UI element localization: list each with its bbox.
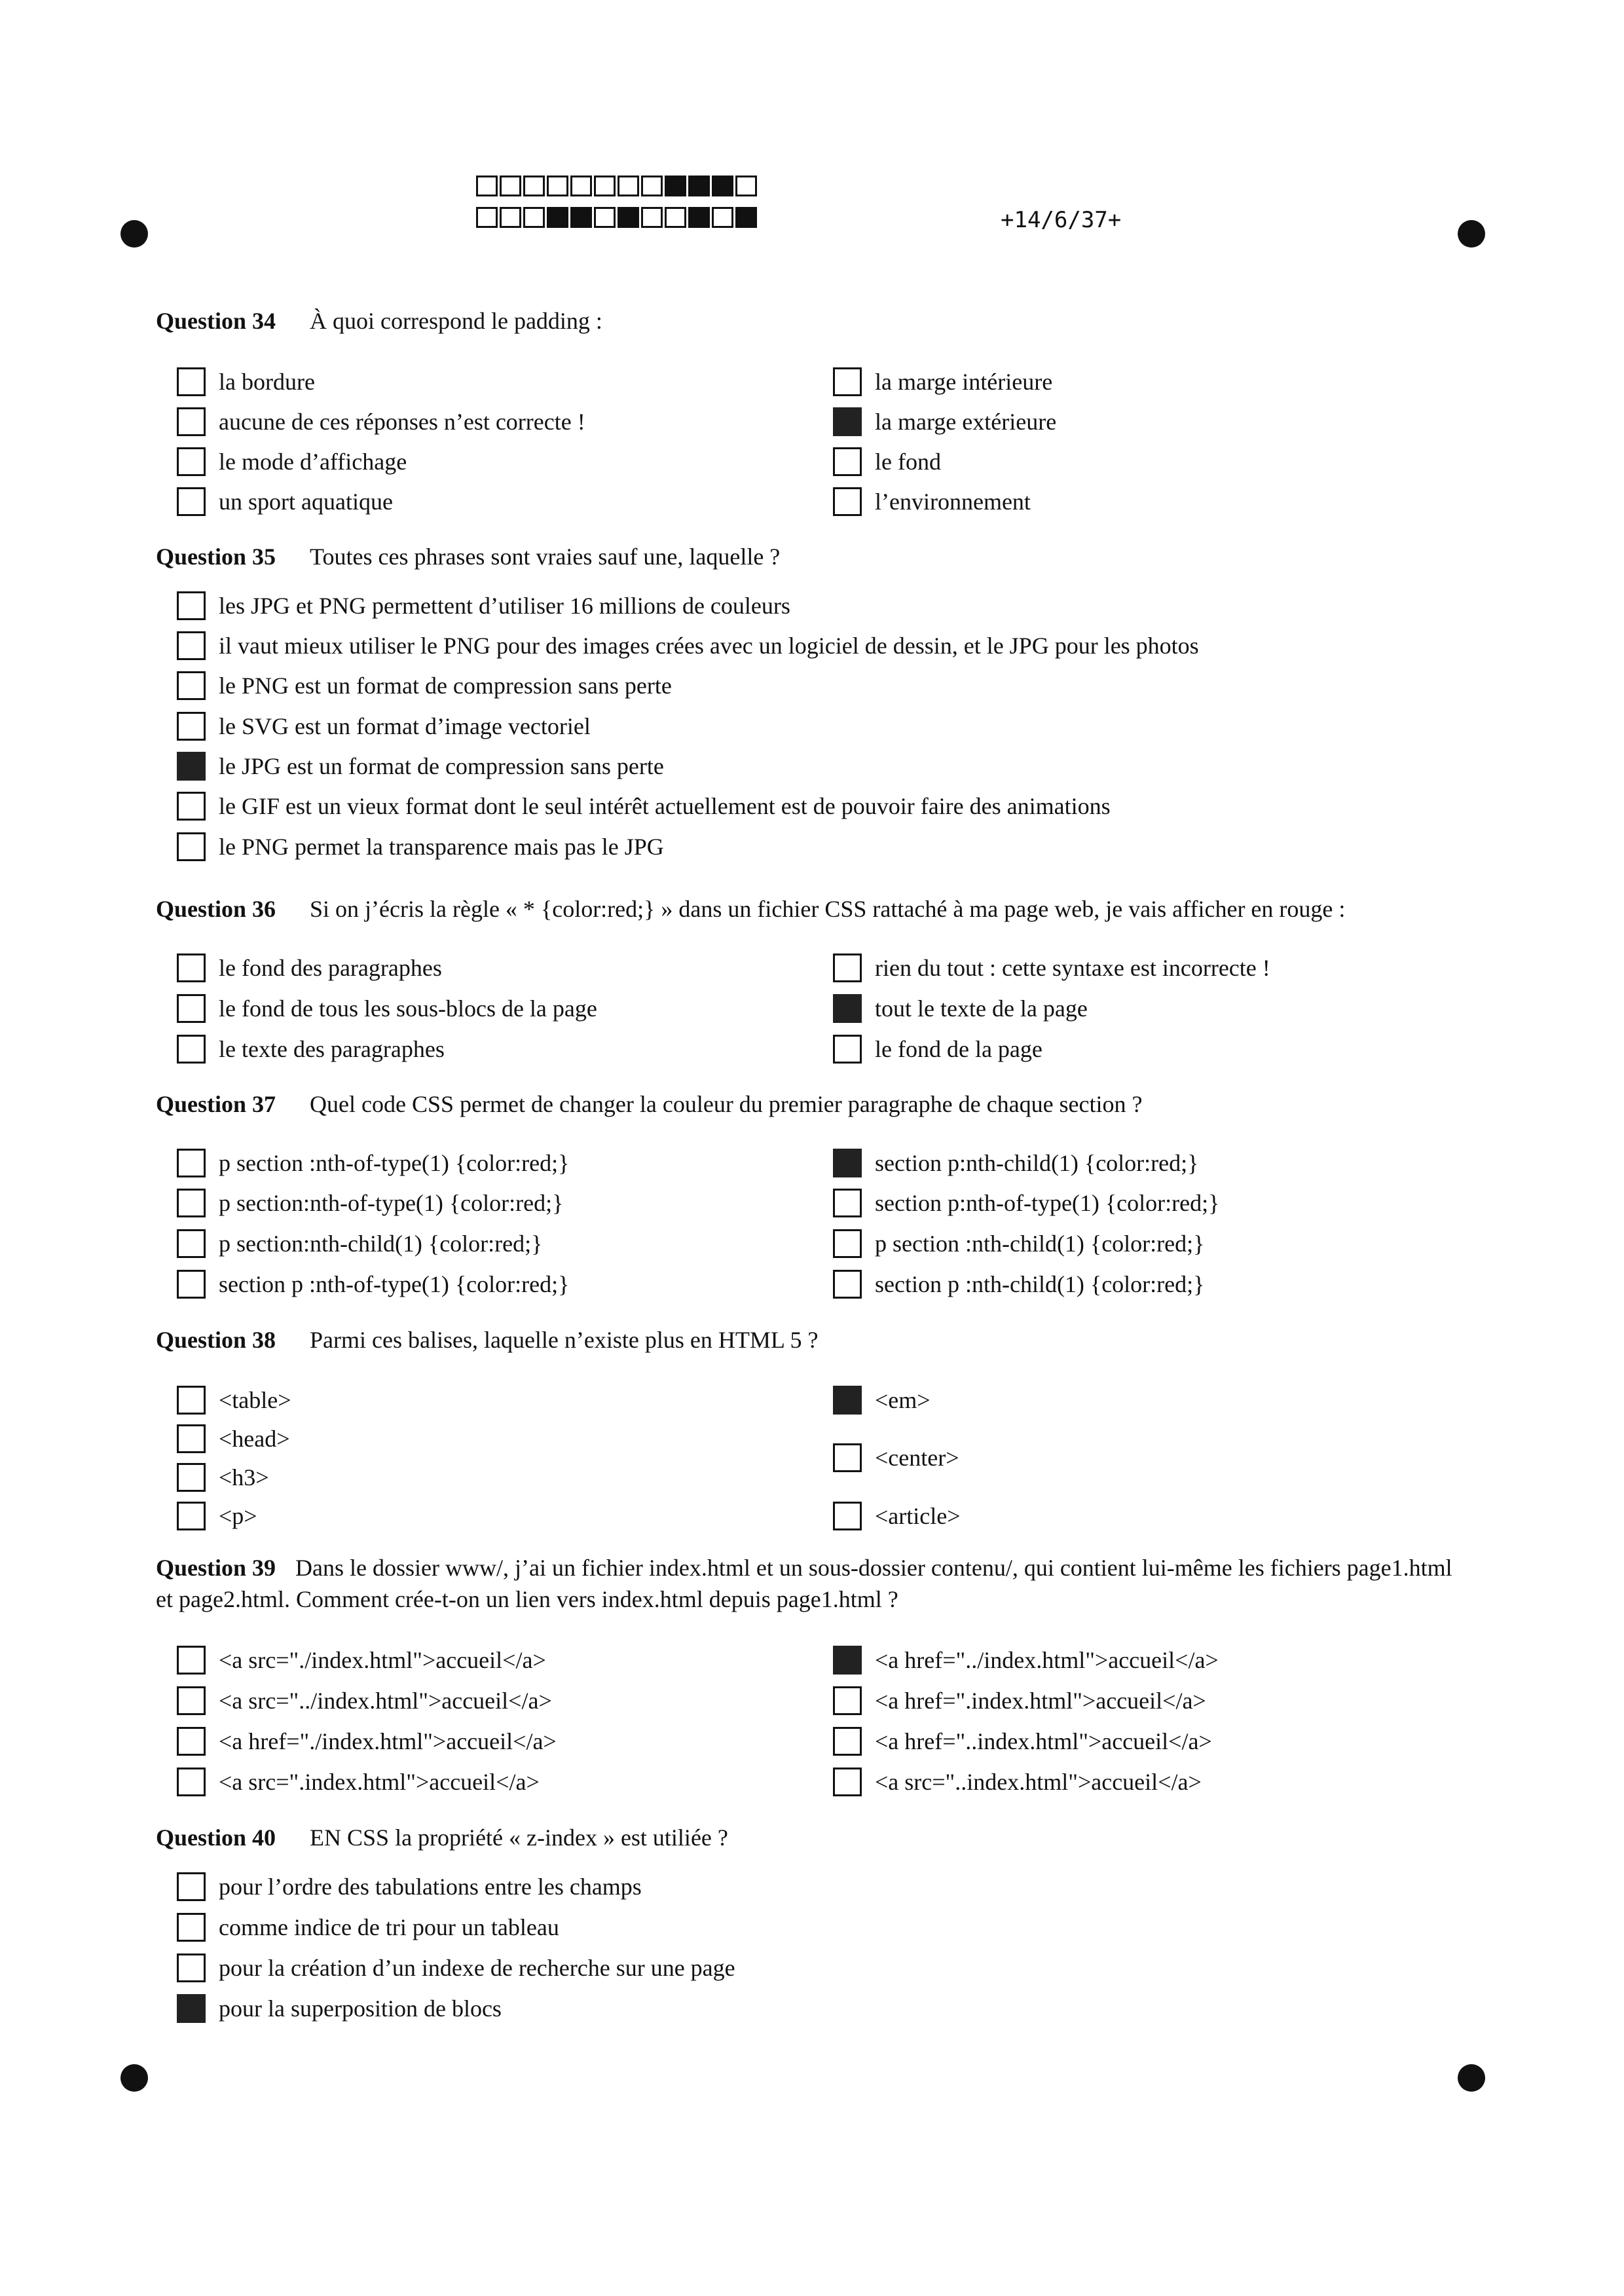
code-cell bbox=[688, 207, 710, 228]
answer-label: pour la superposition de blocs bbox=[219, 1995, 502, 2022]
answer-option[interactable] bbox=[833, 1441, 959, 1474]
answer-label: la bordure bbox=[219, 369, 315, 395]
question-35-heading bbox=[156, 541, 780, 572]
answer-option[interactable] bbox=[177, 710, 591, 743]
answer-option[interactable] bbox=[177, 1187, 563, 1219]
code-cell bbox=[735, 207, 757, 228]
code-cell bbox=[618, 176, 639, 196]
question-number: Question 37 bbox=[156, 1091, 276, 1117]
answer-label: section p:nth-of-type(1) {color:red;} bbox=[875, 1190, 1220, 1216]
answer-option[interactable] bbox=[833, 1644, 1219, 1676]
answer-checkbox[interactable] bbox=[177, 1953, 206, 1982]
answer-checkbox[interactable] bbox=[177, 1872, 206, 1901]
answer-label: il vaut mieux utiliser le PNG pour des images crées avec un logiciel de dessin, et le JPG pour les photos bbox=[219, 633, 1199, 659]
answer-checkbox[interactable] bbox=[177, 487, 206, 516]
answer-label: section p:nth-child(1) {color:red;} bbox=[875, 1150, 1199, 1176]
answer-label: comme indice de tri pour un tableau bbox=[219, 1914, 559, 1940]
answer-label: <center> bbox=[875, 1445, 959, 1471]
question-number: Question 34 bbox=[156, 308, 276, 334]
answer-checkbox[interactable] bbox=[177, 367, 206, 396]
answer-checkbox[interactable] bbox=[177, 1768, 206, 1796]
code-cell bbox=[641, 207, 663, 228]
answer-option[interactable] bbox=[833, 1187, 1219, 1219]
code-cell bbox=[594, 176, 616, 196]
page-code-row-2 bbox=[476, 207, 759, 228]
code-cell bbox=[500, 207, 521, 228]
answer-checkbox[interactable] bbox=[833, 1502, 862, 1530]
answer-label: p section:nth-child(1) {color:red;} bbox=[219, 1231, 543, 1257]
answer-option[interactable] bbox=[177, 1147, 569, 1179]
answer-label: le SVG est un format d’image vectoriel bbox=[219, 713, 591, 739]
answer-option[interactable] bbox=[833, 365, 1052, 398]
code-cell bbox=[688, 176, 710, 196]
answer-option[interactable] bbox=[833, 1500, 961, 1532]
answer-checkbox[interactable] bbox=[177, 1502, 206, 1530]
answer-option[interactable] bbox=[177, 1461, 269, 1494]
answer-label: la marge extérieure bbox=[875, 409, 1057, 435]
answer-checkbox[interactable] bbox=[177, 1686, 206, 1715]
answer-label: p section :nth-of-type(1) {color:red;} bbox=[219, 1150, 570, 1176]
answer-option[interactable] bbox=[177, 1384, 291, 1416]
answer-option[interactable] bbox=[177, 992, 597, 1025]
answer-option[interactable] bbox=[833, 1268, 1204, 1301]
answer-option[interactable] bbox=[177, 629, 1199, 662]
answer-label: pour l’ordre des tabulations entre les champs bbox=[219, 1874, 642, 1900]
question-text: Dans le dossier www/, j’ai un fichier index.html et un sous-dossier contenu/, qui contient lui-même les fichiers page1.html et page2.html. Comment crée-t-on un lien vers index.html depuis page1.html ? bbox=[156, 1555, 1452, 1612]
code-cell bbox=[618, 207, 639, 228]
answer-option[interactable] bbox=[177, 830, 664, 863]
code-cell bbox=[712, 207, 733, 228]
answer-checkbox[interactable] bbox=[833, 954, 862, 982]
question-40-heading bbox=[156, 1822, 728, 1853]
answer-option[interactable] bbox=[177, 1766, 540, 1798]
answer-option[interactable] bbox=[177, 1952, 735, 1984]
answer-option[interactable] bbox=[177, 1033, 445, 1065]
answer-checkbox[interactable] bbox=[833, 1386, 862, 1415]
answer-checkbox[interactable] bbox=[177, 1270, 206, 1299]
answer-label: <a href="..index.html">accueil</a> bbox=[875, 1728, 1212, 1754]
answer-checkbox[interactable] bbox=[177, 1646, 206, 1675]
answer-option[interactable] bbox=[177, 589, 790, 622]
answer-checkbox[interactable] bbox=[177, 994, 206, 1023]
answer-checkbox[interactable] bbox=[177, 1994, 206, 2023]
answer-label: <a href=".index.html">accueil</a> bbox=[875, 1688, 1206, 1714]
answer-label: <a href="../index.html">accueil</a> bbox=[875, 1647, 1219, 1673]
answer-label: section p :nth-of-type(1) {color:red;} bbox=[219, 1271, 570, 1297]
answer-label: le fond des paragraphes bbox=[219, 955, 442, 981]
answer-label: p section :nth-child(1) {color:red;} bbox=[875, 1231, 1205, 1257]
answer-label: <a href="./index.html">accueil</a> bbox=[219, 1728, 557, 1754]
question-number: Question 36 bbox=[156, 896, 276, 922]
code-cell bbox=[665, 176, 686, 196]
answer-checkbox[interactable] bbox=[177, 832, 206, 861]
answer-label: pour la création d’un indexe de recherche sur une page bbox=[219, 1955, 735, 1981]
code-cell bbox=[570, 207, 592, 228]
answer-option[interactable] bbox=[177, 669, 672, 702]
answer-checkbox[interactable] bbox=[833, 1646, 862, 1675]
answer-option[interactable] bbox=[833, 1684, 1206, 1717]
answer-checkbox[interactable] bbox=[177, 447, 206, 476]
answer-option[interactable] bbox=[177, 445, 407, 478]
answer-option[interactable] bbox=[177, 1422, 290, 1455]
answer-label: aucune de ces réponses n’est correcte ! bbox=[219, 409, 585, 435]
answer-checkbox[interactable] bbox=[833, 1149, 862, 1177]
question-number: Question 38 bbox=[156, 1327, 276, 1353]
answer-checkbox[interactable] bbox=[177, 1386, 206, 1415]
answer-checkbox[interactable] bbox=[177, 954, 206, 982]
answer-checkbox[interactable] bbox=[177, 712, 206, 741]
question-37-heading bbox=[156, 1088, 1143, 1120]
answer-option[interactable] bbox=[177, 1870, 642, 1903]
code-cell bbox=[523, 176, 545, 196]
answer-label: les JPG et PNG permettent d’utiliser 16 millions de couleurs bbox=[219, 593, 790, 619]
question-text: EN CSS la propriété « z-index » est utiliée ? bbox=[310, 1824, 728, 1851]
code-cell bbox=[735, 176, 757, 196]
code-cell bbox=[523, 207, 545, 228]
answer-checkbox[interactable] bbox=[177, 1189, 206, 1217]
answer-label: <p> bbox=[219, 1503, 257, 1529]
answer-option[interactable] bbox=[177, 1911, 559, 1944]
answer-label: tout le texte de la page bbox=[875, 995, 1088, 1022]
question-number: Question 35 bbox=[156, 544, 276, 570]
answer-label: le PNG est un format de compression sans perte bbox=[219, 673, 672, 699]
answer-checkbox[interactable] bbox=[833, 1686, 862, 1715]
answer-option[interactable] bbox=[833, 1766, 1202, 1798]
code-cell bbox=[641, 176, 663, 196]
registration-mark-bottom-right bbox=[1458, 2064, 1485, 2092]
answer-checkbox[interactable] bbox=[177, 631, 206, 660]
answer-label: <a src="./index.html">accueil</a> bbox=[219, 1647, 546, 1673]
answer-option[interactable] bbox=[177, 485, 393, 518]
answer-label: le PNG permet la transparence mais pas le JPG bbox=[219, 834, 664, 860]
answer-label: <h3> bbox=[219, 1464, 269, 1491]
question-34-heading bbox=[156, 305, 602, 337]
answer-option[interactable] bbox=[833, 992, 1088, 1025]
answer-label: le fond de la page bbox=[875, 1036, 1043, 1062]
registration-mark-top-left bbox=[120, 220, 148, 248]
answer-label: <table> bbox=[219, 1387, 291, 1413]
answer-label: section p :nth-child(1) {color:red;} bbox=[875, 1271, 1205, 1297]
answer-label: la marge intérieure bbox=[875, 369, 1053, 395]
answer-checkbox[interactable] bbox=[833, 994, 862, 1023]
answer-label: un sport aquatique bbox=[219, 489, 393, 515]
answer-label: <a src=".index.html">accueil</a> bbox=[219, 1769, 540, 1795]
answer-checkbox[interactable] bbox=[833, 1035, 862, 1064]
answer-option[interactable] bbox=[177, 365, 315, 398]
code-cell bbox=[665, 207, 686, 228]
page-id: +14/6/37+ bbox=[1001, 207, 1122, 233]
code-cell bbox=[500, 176, 521, 196]
answer-checkbox[interactable] bbox=[177, 1424, 206, 1453]
question-39-heading bbox=[156, 1552, 1466, 1615]
answer-checkbox[interactable] bbox=[833, 1443, 862, 1472]
answer-option[interactable] bbox=[177, 952, 442, 984]
answer-checkbox[interactable] bbox=[177, 1913, 206, 1942]
answer-checkbox[interactable] bbox=[177, 591, 206, 620]
answer-label: le JPG est un format de compression sans perte bbox=[219, 753, 664, 779]
answer-option[interactable] bbox=[833, 1384, 931, 1416]
answer-checkbox[interactable] bbox=[177, 752, 206, 781]
answer-option[interactable] bbox=[177, 1992, 502, 2025]
code-cell bbox=[547, 207, 568, 228]
question-36-heading bbox=[156, 893, 1345, 925]
answer-option[interactable] bbox=[177, 1644, 546, 1676]
answer-label: le fond de tous les sous-blocs de la page bbox=[219, 995, 597, 1022]
page-code-row-1 bbox=[476, 176, 759, 196]
answer-option[interactable] bbox=[833, 1147, 1198, 1179]
answer-label: le texte des paragraphes bbox=[219, 1036, 445, 1062]
answer-checkbox[interactable] bbox=[833, 1229, 862, 1258]
question-number: Question 40 bbox=[156, 1824, 276, 1851]
answer-label: <a src="../index.html">accueil</a> bbox=[219, 1688, 552, 1714]
registration-mark-bottom-left bbox=[120, 2064, 148, 2092]
registration-mark-top-right bbox=[1458, 220, 1485, 248]
question-text: Quel code CSS permet de changer la couleur du premier paragraphe de chaque section ? bbox=[310, 1091, 1143, 1117]
answer-checkbox[interactable] bbox=[833, 367, 862, 396]
code-cell bbox=[476, 176, 498, 196]
answer-option[interactable] bbox=[833, 952, 1270, 984]
answer-label: le fond bbox=[875, 449, 941, 475]
answer-label: <a src="..index.html">accueil</a> bbox=[875, 1769, 1202, 1795]
answer-option[interactable] bbox=[177, 1725, 557, 1758]
answer-option[interactable] bbox=[833, 1725, 1212, 1758]
answer-label: l’environnement bbox=[875, 489, 1031, 515]
answer-checkbox[interactable] bbox=[177, 1727, 206, 1756]
answer-checkbox[interactable] bbox=[177, 1149, 206, 1177]
answer-option[interactable] bbox=[177, 750, 664, 783]
answer-checkbox[interactable] bbox=[833, 1270, 862, 1299]
code-cell bbox=[570, 176, 592, 196]
answer-option[interactable] bbox=[833, 405, 1056, 438]
question-38-heading bbox=[156, 1324, 819, 1356]
answer-option[interactable] bbox=[833, 445, 941, 478]
answer-checkbox[interactable] bbox=[177, 407, 206, 436]
answer-checkbox[interactable] bbox=[833, 487, 862, 516]
answer-label: le GIF est un vieux format dont le seul intérêt actuellement est de pouvoir faire des animations bbox=[219, 793, 1111, 819]
question-text: À quoi correspond le padding : bbox=[310, 308, 602, 334]
answer-option[interactable] bbox=[177, 790, 1111, 823]
answer-option[interactable] bbox=[833, 485, 1031, 518]
answer-checkbox[interactable] bbox=[833, 407, 862, 436]
answer-label: <head> bbox=[219, 1426, 290, 1452]
code-cell bbox=[594, 207, 616, 228]
code-cell bbox=[547, 176, 568, 196]
answer-option[interactable] bbox=[177, 1684, 552, 1717]
answer-label: p section:nth-of-type(1) {color:red;} bbox=[219, 1190, 564, 1216]
answer-option[interactable] bbox=[833, 1033, 1043, 1065]
answer-option[interactable] bbox=[833, 1227, 1204, 1260]
answer-label: <article> bbox=[875, 1503, 961, 1529]
question-text: Toutes ces phrases sont vraies sauf une, laquelle ? bbox=[310, 544, 781, 570]
answer-label: le mode d’affichage bbox=[219, 449, 407, 475]
answer-option[interactable] bbox=[177, 1500, 257, 1532]
question-number: Question 39 bbox=[156, 1555, 276, 1581]
answer-checkbox[interactable] bbox=[833, 1189, 862, 1217]
answer-label: <em> bbox=[875, 1387, 931, 1413]
answer-checkbox[interactable] bbox=[177, 671, 206, 700]
answer-checkbox[interactable] bbox=[833, 447, 862, 476]
question-text: Si on j’écris la règle « * {color:red;} » dans un fichier CSS rattaché à ma page web, je vais afficher en rouge : bbox=[310, 896, 1346, 922]
code-cell bbox=[712, 176, 733, 196]
answer-label: rien du tout : cette syntaxe est incorrecte ! bbox=[875, 955, 1270, 981]
answer-checkbox[interactable] bbox=[177, 1035, 206, 1064]
answer-checkbox[interactable] bbox=[177, 792, 206, 821]
question-text: Parmi ces balises, laquelle n’existe plus en HTML 5 ? bbox=[310, 1327, 819, 1353]
answer-option[interactable] bbox=[177, 1268, 569, 1301]
answer-checkbox[interactable] bbox=[177, 1229, 206, 1258]
answer-checkbox[interactable] bbox=[833, 1727, 862, 1756]
answer-option[interactable] bbox=[177, 405, 585, 438]
code-cell bbox=[476, 207, 498, 228]
answer-option[interactable] bbox=[177, 1227, 542, 1260]
answer-checkbox[interactable] bbox=[833, 1768, 862, 1796]
answer-checkbox[interactable] bbox=[177, 1463, 206, 1492]
